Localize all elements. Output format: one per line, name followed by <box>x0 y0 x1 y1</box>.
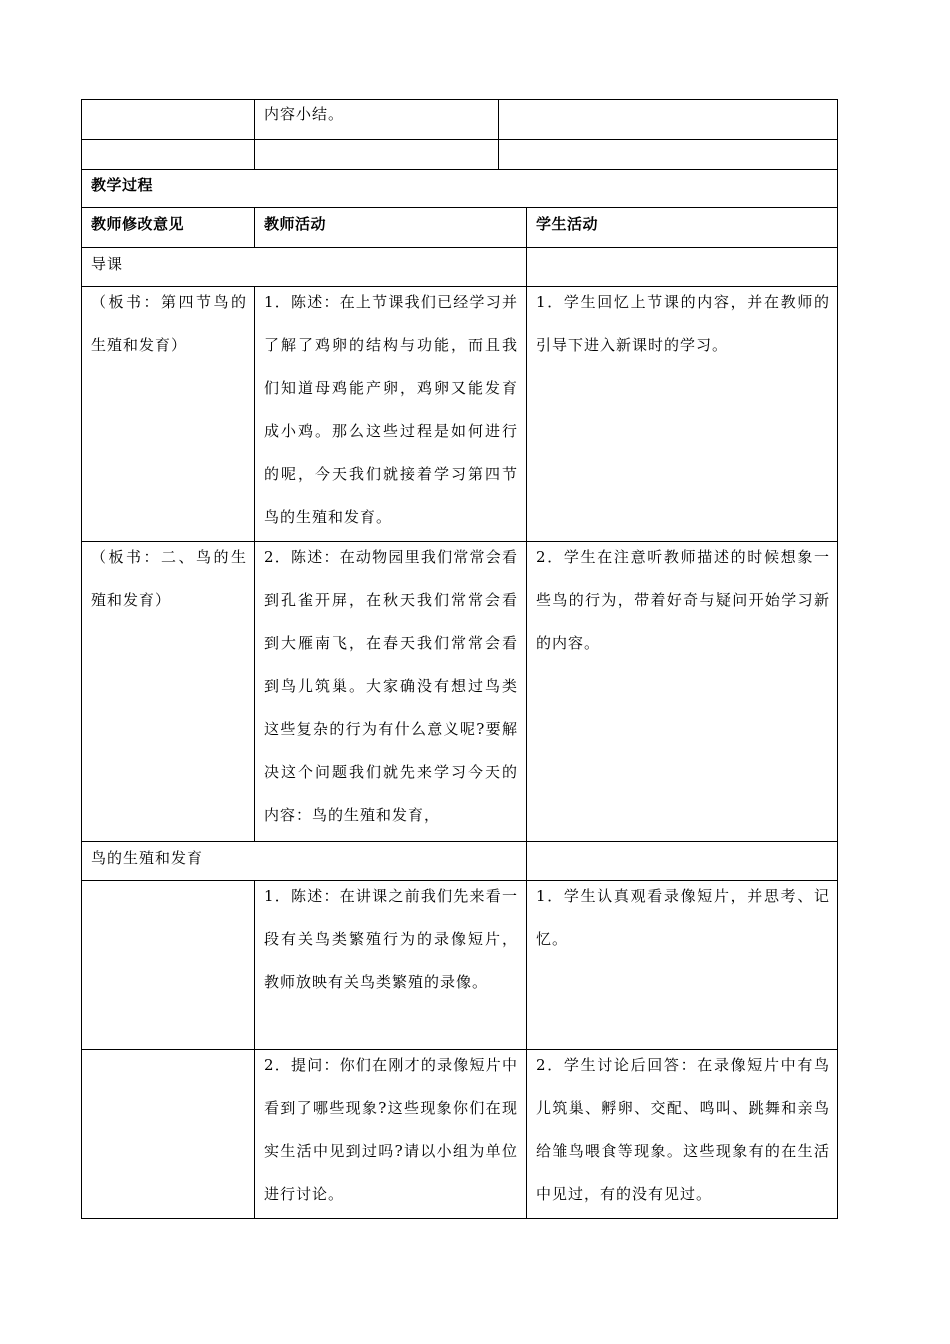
table-rule <box>526 247 527 286</box>
note-cell: （板书：第四节鸟的生殖和发育） <box>91 293 247 354</box>
section-title: 教学过程 <box>91 176 154 194</box>
table-rule <box>254 286 255 841</box>
table-rule <box>837 99 838 1219</box>
table-rule <box>254 207 255 247</box>
student-activity-cell: 2．学生讨论后回答：在录像短片中有鸟儿筑巢、孵卵、交配、鸣叫、跳舞和亲鸟给雏鸟喂食等现象。这些现象有的在生活中见过，有的没有见过。 <box>536 1056 830 1203</box>
table-rule <box>526 207 527 247</box>
summary-cell: 内容小结。 <box>264 105 345 123</box>
table-rule <box>81 1218 838 1219</box>
section-reproduction: 鸟的生殖和发育 <box>91 849 204 867</box>
teacher-activity-cell: 2．提问：你们在刚才的录像短片中看到了哪些现象?这些现象你们在现实生活中见到过吗?请以小组为单位进行讨论。 <box>264 1056 518 1203</box>
table-rule <box>81 207 838 208</box>
header-teacher-notes: 教师修改意见 <box>91 215 185 233</box>
note-cell: （板书：二、鸟的生殖和发育） <box>91 548 247 609</box>
section-intro: 导课 <box>91 255 124 273</box>
student-activity-cell: 2．学生在注意听教师描述的时候想象一些鸟的行为，带着好奇与疑问开始学习新的内容。 <box>536 548 830 652</box>
header-student-activity: 学生活动 <box>536 215 599 233</box>
teacher-activity-cell: 2．陈述：在动物园里我们常常会看到孔雀开屏，在秋天我们常常会看到大雁南飞，在春天我们常常会看到鸟儿筑巢。大家确没有想过鸟类这些复杂的行为有什么意义呢?要解决这个问题我们就先来学习今天的内容：鸟的生殖和发育， <box>264 548 518 824</box>
header-teacher-activity: 教师活动 <box>264 215 327 233</box>
table-rule <box>526 841 527 880</box>
table-rule <box>526 880 527 1218</box>
table-rule <box>498 99 499 169</box>
table-rule <box>81 99 838 100</box>
table-rule <box>81 99 82 1219</box>
table-rule <box>526 286 527 841</box>
table-rule <box>81 139 838 140</box>
table-rule <box>81 841 838 842</box>
table-rule <box>81 247 838 248</box>
table-rule <box>81 169 838 170</box>
student-activity-cell: 1．学生回忆上节课的内容，并在教师的引导下进入新课时的学习。 <box>536 293 830 354</box>
table-rule <box>254 99 255 169</box>
teacher-activity-cell: 1．陈述：在讲课之前我们先来看一段有关鸟类繁殖行为的录像短片，教师放映有关鸟类繁殖的录像。 <box>264 887 518 991</box>
student-activity-cell: 1．学生认真观看录像短片，并思考、记忆。 <box>536 887 830 948</box>
teacher-activity-cell: 1．陈述：在上节课我们已经学习并了解了鸡卵的结构与功能，而且我们知道母鸡能产卵，鸡卵又能发育成小鸡。那么这些过程是如何进行的呢，今天我们就接着学习第四节鸟的生殖和发育。 <box>264 293 518 526</box>
table-rule <box>254 880 255 1218</box>
